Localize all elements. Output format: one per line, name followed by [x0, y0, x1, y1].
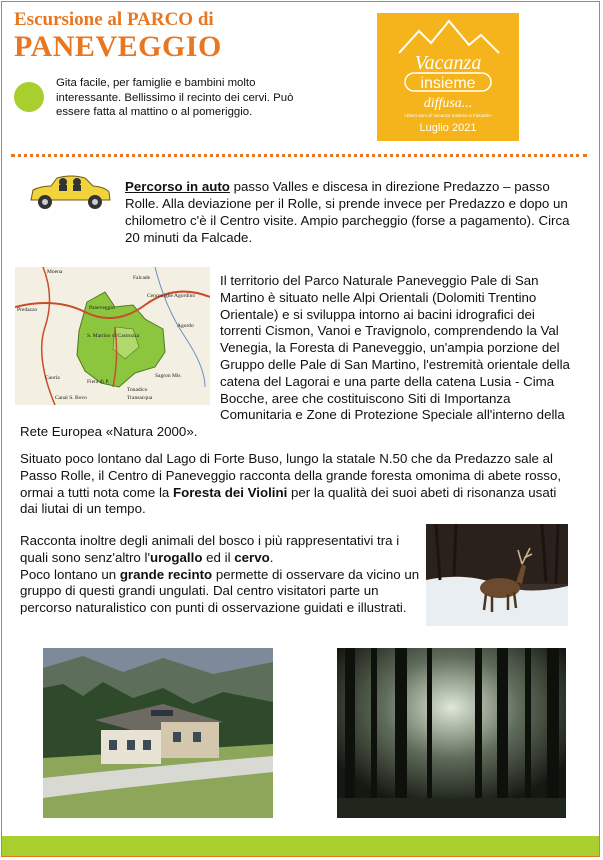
map-label-fiera: Fiera di P.: [87, 379, 110, 385]
map-label-cencenighe: Cencenighe Agordino: [147, 293, 196, 299]
map-label-moena: Moena: [47, 269, 63, 275]
intro-text: Gita facile, per famiglie e bambini molto interessante. Bellissimo il recinto dei cervi. Può essere fatta al mattino o al pomeriggio.: [56, 77, 294, 119]
center-text-a: Situato poco lontano dal Lago di Forte Buso, lungo la statale N.50 che da Predazzo sale al Passo Rolle, il Centro di Paneveggio racconta della grande foresta omonima di abete rosso, ormai a tutti nota come la: [20, 451, 562, 500]
map-label-falcade: Falcade: [133, 275, 151, 281]
animals-text-2: ed il: [202, 549, 235, 565]
logo-word-vacanza: Vacanza: [414, 52, 482, 74]
animals-text-4: Poco lontano un: [20, 566, 120, 582]
urogallo: urogallo: [150, 549, 203, 565]
animals-text-3: .: [269, 549, 274, 565]
map-label-caoria: Caoria: [45, 375, 60, 381]
forest-photo: [337, 648, 566, 818]
car-icon: [27, 172, 113, 212]
visitor-center-photo: [43, 648, 273, 818]
grande-recinto: grande recinto: [119, 566, 213, 582]
map-label-paneveggio: Paneveggio: [89, 305, 115, 311]
logo-word-diffusa: diffusa...: [423, 96, 473, 111]
logo-word-insieme: insieme: [420, 75, 476, 92]
map-label-s-martino: S. Martino di Castrozza: [87, 333, 140, 339]
park-description: [20, 273, 576, 441]
logo-date: Luglio 2021: [419, 122, 477, 134]
green-dot-icon: [14, 82, 44, 112]
car-route-paragraph: [125, 178, 575, 246]
map-label-agordo: Agordo: [177, 323, 194, 329]
forest-violini: Foresta dei Violini: [173, 484, 288, 500]
deer-photo: [426, 524, 568, 626]
vacanza-insieme-logo: [377, 13, 519, 141]
map-label-tonadico: Tonadico: [127, 387, 148, 393]
car-route-heading: Percorso in auto: [125, 179, 230, 194]
section-divider: [11, 154, 587, 157]
center-text-b: per la qualità dei suoi abeti di risonanza usati dai liutai di un tempo.: [20, 484, 557, 517]
map-label-canal-s-bovo: Canal S. Bovo: [55, 395, 87, 401]
footer-bar: [2, 836, 599, 856]
map-label-predazzo: Predazzo: [17, 307, 38, 313]
animals-paragraph: [20, 533, 420, 617]
map-label-transacqua: Transacqua: [127, 395, 153, 401]
page-title: PANEVEGGIO: [14, 30, 222, 63]
title-line-1: Escursione al PARCO di: [14, 9, 214, 30]
park-description-text: Il territorio del Parco Naturale Paneveggio Pale di San Martino è situato nelle Alpi Orientali (Dolomiti Trentino Orientale) e si sviluppa intorno ai bacini idrografici dei torrenti Cismon, Vanoi e Travignolo, comprendendo la Val Venegia, la Foresta di Paneveggio, un'ampia porzione del Gruppo delle Pale di San Martino, l'estremità orientale della catena del Lagorai e una parte della catena Lusia - Cima Bocche, aree che costituiscono Siti di Importanza Comunitaria e Zone di Protezione Speciale all'interno della Rete Europea «Natura 2000».: [20, 273, 570, 440]
animals-text-1: Racconta inoltre degli animali del bosco i più rappresentativi tra i quali sono senz'altro l': [20, 533, 400, 565]
cervo: cervo: [234, 549, 270, 565]
center-paragraph: [20, 451, 576, 518]
car-route-text: passo Valles e discesa in direzione Predazzo – passo Rolle. Alla deviazione per il Rolle, si prende invece per Predazzo e dopo un chilometro c'è il Centro visite. Ampio parcheggio (forse a pagamento). Circa 20 minuti da Falcade.: [125, 179, 570, 245]
map-label-sagron: Sagron Mis: [155, 373, 181, 379]
animals-text-5: permette di osservare da vicino un gruppo di questi grandi ungulati. Dal centro visitatori parte un percorso naturalistico con punti di osservazione guidati e illustrati.: [20, 566, 420, 616]
logo-tagline: «Dieci anni di Vacanze Insieme a Falcade»: [404, 113, 492, 118]
